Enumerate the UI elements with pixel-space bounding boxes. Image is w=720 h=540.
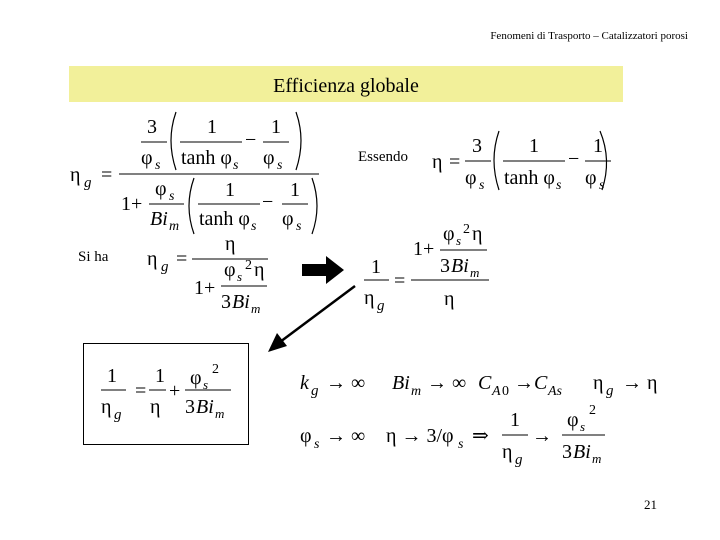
svg-text:s: s [458, 437, 464, 452]
svg-text:η: η [150, 396, 161, 418]
svg-text:k: k [300, 372, 309, 394]
svg-text:1+: 1+ [121, 193, 143, 215]
svg-text:As: As [548, 384, 562, 399]
svg-text:s: s [203, 377, 209, 392]
svg-text:tanh φ: tanh φ [199, 208, 250, 230]
svg-text:=: = [101, 164, 113, 186]
svg-text:0: 0 [502, 384, 509, 399]
equation-eta-g-full [70, 112, 319, 234]
svg-text:s: s [251, 219, 257, 234]
svg-text:Bi: Bi [196, 396, 214, 418]
svg-text:φ: φ [141, 147, 153, 169]
svg-text:1: 1 [593, 135, 603, 157]
svg-text:+: + [169, 380, 181, 402]
svg-text:→ ∞: → ∞ [326, 425, 366, 447]
svg-text:s: s [556, 178, 562, 193]
svg-text:φ: φ [465, 167, 477, 189]
svg-text:2: 2 [463, 222, 470, 237]
svg-text:→ ∞: → ∞ [427, 372, 467, 394]
svg-text:−: − [568, 148, 580, 170]
svg-text:φ: φ [567, 409, 579, 431]
svg-text:g: g [84, 175, 92, 191]
svg-text:1: 1 [529, 135, 539, 157]
svg-text:η: η [364, 287, 375, 309]
svg-text:m: m [169, 219, 180, 234]
svg-text:Bi: Bi [573, 441, 591, 463]
svg-text:m: m [470, 265, 480, 280]
implies-arrow [302, 256, 344, 284]
svg-text:s: s [233, 158, 239, 173]
svg-text:2: 2 [245, 258, 252, 273]
svg-text:3: 3 [440, 255, 450, 277]
svg-text:g: g [114, 407, 122, 423]
svg-text:1: 1 [155, 365, 165, 387]
header-subtitle: Fenomeni di Trasporto – Catalizzatori porosi [490, 30, 688, 42]
svg-text:−: − [262, 191, 274, 213]
svg-text:m: m [411, 384, 422, 399]
svg-text:s: s [169, 189, 175, 204]
svg-text:=: = [394, 270, 406, 292]
svg-text:Bi: Bi [451, 255, 469, 277]
svg-text:η: η [225, 233, 236, 255]
svg-text:A: A [492, 384, 501, 399]
slide-title: Efficienza globale [273, 75, 419, 97]
svg-text:η: η [70, 164, 81, 186]
svg-text:Bi: Bi [150, 208, 168, 230]
svg-text:1: 1 [290, 179, 300, 201]
svg-text:s: s [314, 437, 320, 452]
svg-text:s: s [155, 158, 161, 173]
svg-text:φ: φ [282, 208, 294, 230]
svg-text:η: η [101, 396, 112, 418]
svg-text:s: s [580, 419, 586, 434]
equation-limit-phis [300, 403, 605, 468]
svg-text:−: − [245, 129, 257, 151]
svg-text:Bi: Bi [232, 291, 250, 313]
svg-text:φ: φ [300, 425, 312, 447]
svg-text:3: 3 [472, 135, 482, 157]
svg-text:C: C [534, 372, 548, 394]
svg-text:s: s [237, 269, 243, 284]
equation-limit-kg [300, 372, 657, 399]
svg-text:s: s [599, 178, 605, 193]
svg-text:m: m [215, 406, 225, 421]
svg-text:Bi: Bi [392, 372, 410, 394]
svg-text:η → 3/φ: η → 3/φ [386, 425, 454, 447]
svg-text:η: η [147, 248, 158, 270]
svg-text:φ: φ [190, 367, 202, 389]
label-si-ha: Si ha [78, 249, 109, 265]
svg-text:s: s [456, 233, 462, 248]
svg-text:1: 1 [271, 116, 281, 138]
svg-text:→: → [532, 425, 552, 447]
svg-text:1+: 1+ [413, 238, 435, 260]
label-essendo: Essendo [358, 149, 408, 165]
svg-text:1: 1 [225, 179, 235, 201]
svg-text:φ: φ [263, 147, 275, 169]
page-number: 21 [644, 497, 657, 512]
svg-text:3: 3 [562, 441, 572, 463]
svg-text:η: η [432, 151, 443, 173]
svg-text:η: η [502, 441, 513, 463]
diagonal-arrow [268, 286, 355, 352]
svg-text:s: s [479, 178, 485, 193]
svg-text:1: 1 [207, 116, 217, 138]
svg-text:=: = [449, 151, 461, 173]
svg-text:g: g [161, 259, 169, 275]
svg-text:s: s [277, 158, 283, 173]
svg-text:tanh φ: tanh φ [504, 167, 555, 189]
svg-text:→ η: → η [622, 372, 658, 394]
equation-boxed [101, 362, 231, 423]
svg-text:φ: φ [155, 178, 167, 200]
svg-text:g: g [515, 452, 523, 468]
svg-text:g: g [311, 383, 319, 399]
svg-text:⇒: ⇒ [472, 425, 489, 447]
svg-text:C: C [478, 372, 492, 394]
svg-text:1: 1 [107, 365, 117, 387]
svg-text:3: 3 [221, 291, 231, 313]
equation-eta-g-simplified [147, 233, 268, 316]
svg-text:=: = [135, 380, 147, 402]
svg-text:g: g [606, 383, 614, 399]
svg-text:η: η [472, 223, 483, 245]
svg-text:→ ∞: → ∞ [326, 372, 366, 394]
svg-text:3: 3 [147, 116, 157, 138]
svg-text:2: 2 [212, 362, 219, 377]
svg-text:2: 2 [589, 403, 596, 418]
svg-text:tanh φ: tanh φ [181, 147, 232, 169]
svg-text:1: 1 [510, 409, 520, 431]
svg-text:φ: φ [443, 223, 455, 245]
svg-text:3: 3 [185, 396, 195, 418]
svg-text:η: η [254, 259, 265, 281]
svg-text:φ: φ [224, 259, 236, 281]
svg-text:η: η [444, 288, 455, 310]
equation-eta-definition [432, 131, 611, 193]
svg-text:m: m [592, 451, 602, 466]
svg-text:m: m [251, 301, 261, 316]
svg-text:g: g [377, 298, 385, 314]
svg-text:1+: 1+ [194, 277, 216, 299]
svg-text:η: η [593, 372, 604, 394]
svg-text:φ: φ [585, 167, 597, 189]
equation-inverse-eta-g [364, 222, 489, 314]
svg-text:→: → [514, 372, 534, 394]
svg-text:=: = [176, 248, 188, 270]
svg-text:1: 1 [371, 256, 381, 278]
svg-text:s: s [296, 219, 302, 234]
